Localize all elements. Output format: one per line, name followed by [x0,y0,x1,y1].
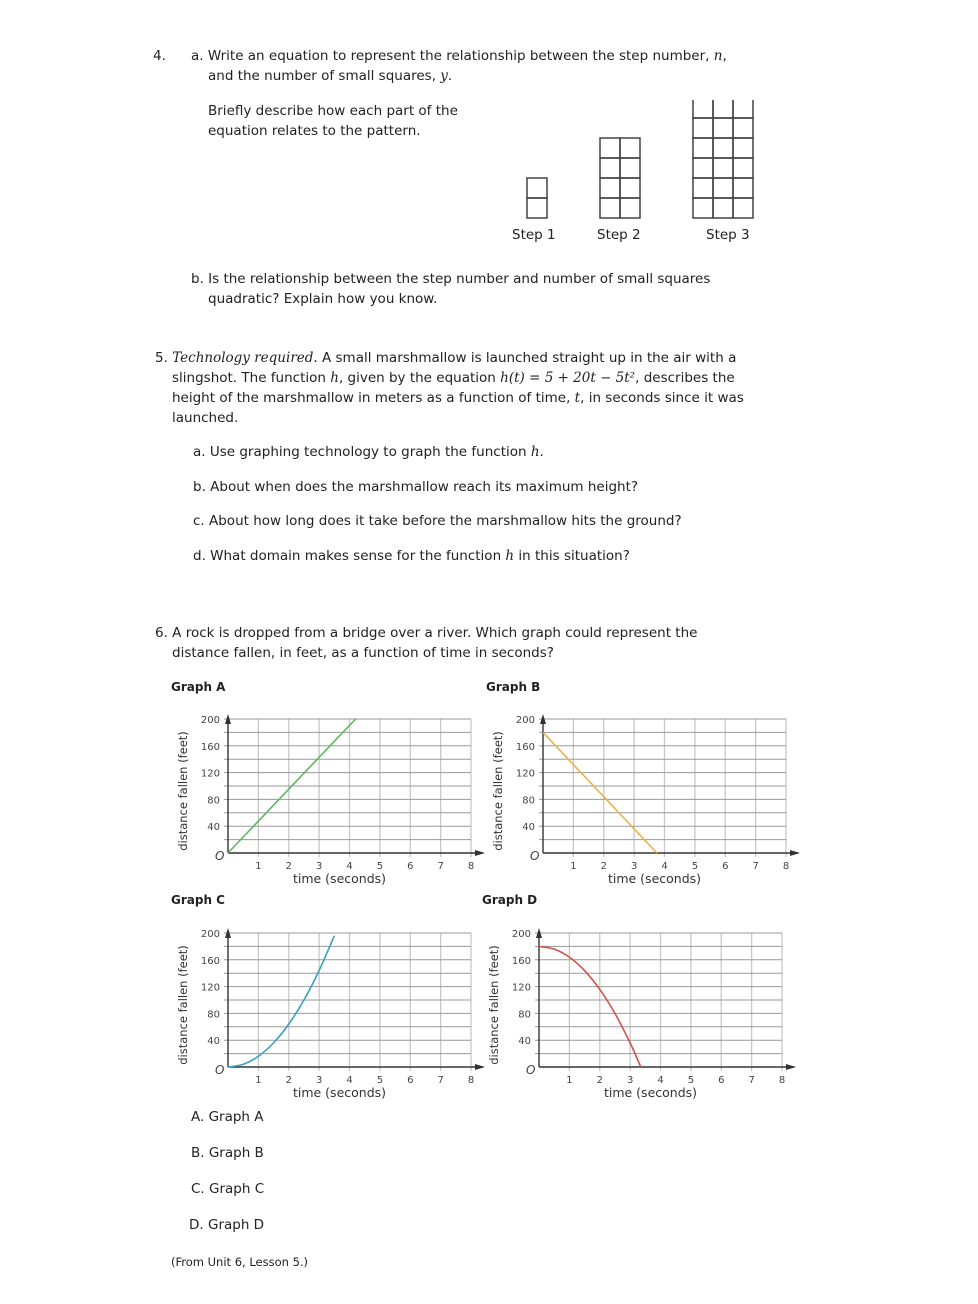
var-y: y [440,68,448,84]
y-axis-label: distance fallen (feet) [176,945,190,1065]
x-tick-label: 2 [600,861,607,872]
y-tick-label: 120 [515,768,535,780]
x-tick-label: 6 [718,1075,725,1086]
q5-technology-required: Technology required. [172,350,318,366]
graph-b-chart [480,700,800,890]
q5c-text: c. About how long does it take before the marshmallow hits the ground? [193,513,682,529]
series-line [539,946,641,1067]
x-axis-label: time (seconds) [607,871,702,886]
x-tick-label: 2 [285,861,292,872]
q5-line2-suffix: , describes the [635,370,735,386]
y-tick-label: 160 [200,955,220,967]
y-tick-label: 80 [207,795,220,807]
x-axis-label: time (seconds) [603,1085,698,1100]
q4-number: 4. [153,48,166,64]
q5d-suffix: in this situation? [514,548,630,564]
x-tick-label: 3 [315,861,323,872]
origin-label: O [215,849,225,863]
q5-part-b [193,477,638,497]
q5-part-c [193,511,682,531]
choice-a[interactable]: A. Graph A [191,1109,264,1125]
small-square [693,138,713,158]
small-square [713,178,733,198]
y-tick-label: 120 [200,982,220,994]
x-tick-label: 3 [315,1075,323,1086]
x-tick-label: 5 [376,861,384,872]
x-tick-label: 3 [626,1075,634,1086]
x-axis-label: time (seconds) [292,871,387,886]
small-square [693,158,713,178]
q5-line1-text: A small marshmallow is launched straight up in the air with a [317,350,737,366]
small-square [620,138,640,158]
y-tick-label: 200 [511,929,531,940]
small-square [733,178,753,198]
small-square [600,178,620,198]
y-tick-label: 200 [515,715,535,726]
q5-part-a [193,442,544,462]
q5-line2 [172,368,735,388]
choice-d[interactable]: D. Graph D [189,1217,265,1233]
x-tick-label: 1 [566,1075,573,1086]
origin-label: O [530,849,540,863]
q5-number: 5. [155,350,168,366]
x-tick-label: 3 [630,861,638,872]
step-2-label: Step 2 [597,227,641,243]
small-square [733,158,753,178]
step-1-label: Step 1 [512,227,556,243]
x-tick-label: 4 [346,1075,353,1086]
q5a-text: a. Use graphing technology to graph the function [193,444,531,460]
source-note: (From Unit 6, Lesson 5.) [171,1255,309,1269]
x-tick-label: 6 [407,1075,414,1086]
x-tick-label: 5 [376,1075,384,1086]
choice-b[interactable]: B. Graph B [191,1145,264,1161]
q4a-line2 [208,66,452,86]
graph-a-chart [165,700,485,890]
choice-c[interactable]: C. Graph C [191,1181,265,1197]
small-square [733,198,753,218]
x-tick-label: 7 [748,1075,755,1086]
y-axis-label: distance fallen (feet) [491,731,505,851]
q6-line2: distance fallen, in feet, as a function of time in seconds? [172,645,554,661]
x-tick-label: 8 [782,861,790,872]
y-tick-label: 120 [200,768,220,780]
y-axis-label: distance fallen (feet) [487,945,501,1065]
q4b-line1: b. Is the relationship between the step number and number of small squares [191,271,711,287]
q4a-line2-text: and the number of small squares, [208,68,441,84]
graph-d-title: Graph D [482,893,538,907]
small-square [693,118,713,138]
y-axis-label: distance fallen (feet) [176,731,190,851]
x-tick-label: 8 [778,1075,786,1086]
series-line [543,732,657,853]
q4-describe-line2: equation relates to the pattern. [208,123,421,139]
small-square [713,158,733,178]
step-1-figure [527,178,547,218]
q5-line2-mid: , given by the equation [338,370,501,386]
small-square [713,118,733,138]
graph-b-title: Graph B [486,680,541,694]
y-tick-label: 80 [207,1009,220,1021]
x-tick-label: 8 [467,1075,475,1086]
punct: . [539,444,544,460]
q5-line3-suffix: , in seconds since it was [580,390,744,406]
small-square [733,118,753,138]
var-n: n [713,48,723,64]
q5-equation: h(t) = 5 + 20t − 5t² [500,370,636,386]
small-square [527,198,547,218]
x-axis-label: time (seconds) [292,1085,387,1100]
x-tick-label: 8 [467,861,475,872]
step-3-label: Step 3 [706,227,750,243]
graph-a-title: Graph A [171,680,226,694]
x-tick-label: 4 [346,861,353,872]
x-tick-label: 1 [570,861,577,872]
q5-line2-text: slingshot. The function [172,370,331,386]
x-tick-label: 7 [437,1075,444,1086]
small-square [600,198,620,218]
q6-line1: 6. A rock is dropped from a bridge over a river. Which graph could represent the [155,625,698,641]
small-square [733,138,753,158]
small-square [600,158,620,178]
x-tick-label: 6 [722,861,729,872]
y-tick-label: 120 [511,982,531,994]
var-h: h [505,548,515,564]
q4a-line1 [191,46,727,66]
step-3-figure [693,100,753,218]
x-tick-label: 1 [255,861,262,872]
x-tick-label: 2 [285,1075,292,1086]
small-square [713,138,733,158]
x-tick-label: 7 [437,861,444,872]
punct: , [722,48,727,64]
small-square [733,100,753,118]
y-tick-label: 80 [518,1009,531,1021]
graph-c-chart [165,914,485,1104]
x-tick-label: 6 [407,861,414,872]
y-tick-label: 160 [511,955,531,967]
q5-line4: launched. [172,410,239,426]
x-tick-label: 4 [661,861,668,872]
q5b-text: b. About when does the marshmallow reach its maximum height? [193,479,639,495]
x-tick-label: 5 [691,861,699,872]
y-tick-label: 200 [200,715,220,726]
small-square [620,198,640,218]
var-h: h [330,370,339,386]
origin-label: O [526,1063,536,1077]
q5-line1 [155,348,736,368]
y-tick-label: 40 [522,822,535,834]
small-square [693,198,713,218]
y-tick-label: 40 [518,1036,531,1048]
var-h: h [530,444,540,460]
x-tick-label: 4 [657,1075,664,1086]
punct: . [447,68,453,84]
small-square [620,158,640,178]
small-square [527,178,547,198]
x-tick-label: 2 [596,1075,603,1086]
series-line [228,936,334,1067]
x-tick-label: 1 [255,1075,262,1086]
y-tick-label: 200 [200,929,220,940]
q4-describe-line1: Briefly describe how each part of the [208,103,458,119]
small-square [600,138,620,158]
x-axis-arrow-icon [790,850,800,856]
q4b-line2: quadratic? Explain how you know. [208,291,438,307]
small-square [620,178,640,198]
small-square [713,198,733,218]
y-tick-label: 40 [207,822,220,834]
y-tick-label: 40 [207,1036,220,1048]
y-tick-label: 160 [515,741,535,753]
step-2-figure [600,138,640,218]
var-t: t [574,390,581,406]
y-tick-label: 160 [200,741,220,753]
small-square [693,178,713,198]
small-square [713,100,733,118]
q5-part-d [193,546,630,566]
x-axis-arrow-icon [786,1064,796,1070]
x-tick-label: 5 [687,1075,695,1086]
q5-line3-text: height of the marshmallow in meters as a function of time, [172,390,575,406]
x-tick-label: 7 [752,861,759,872]
q4a-line1-text: a. Write an equation to represent the relationship between the step number, [191,48,714,64]
small-square [693,100,713,118]
q5d-text: d. What domain makes sense for the function [193,548,506,564]
graph-d-chart [476,914,796,1104]
q5-line3 [172,388,744,408]
y-tick-label: 80 [522,795,535,807]
origin-label: O [215,1063,225,1077]
graph-c-title: Graph C [171,893,225,907]
